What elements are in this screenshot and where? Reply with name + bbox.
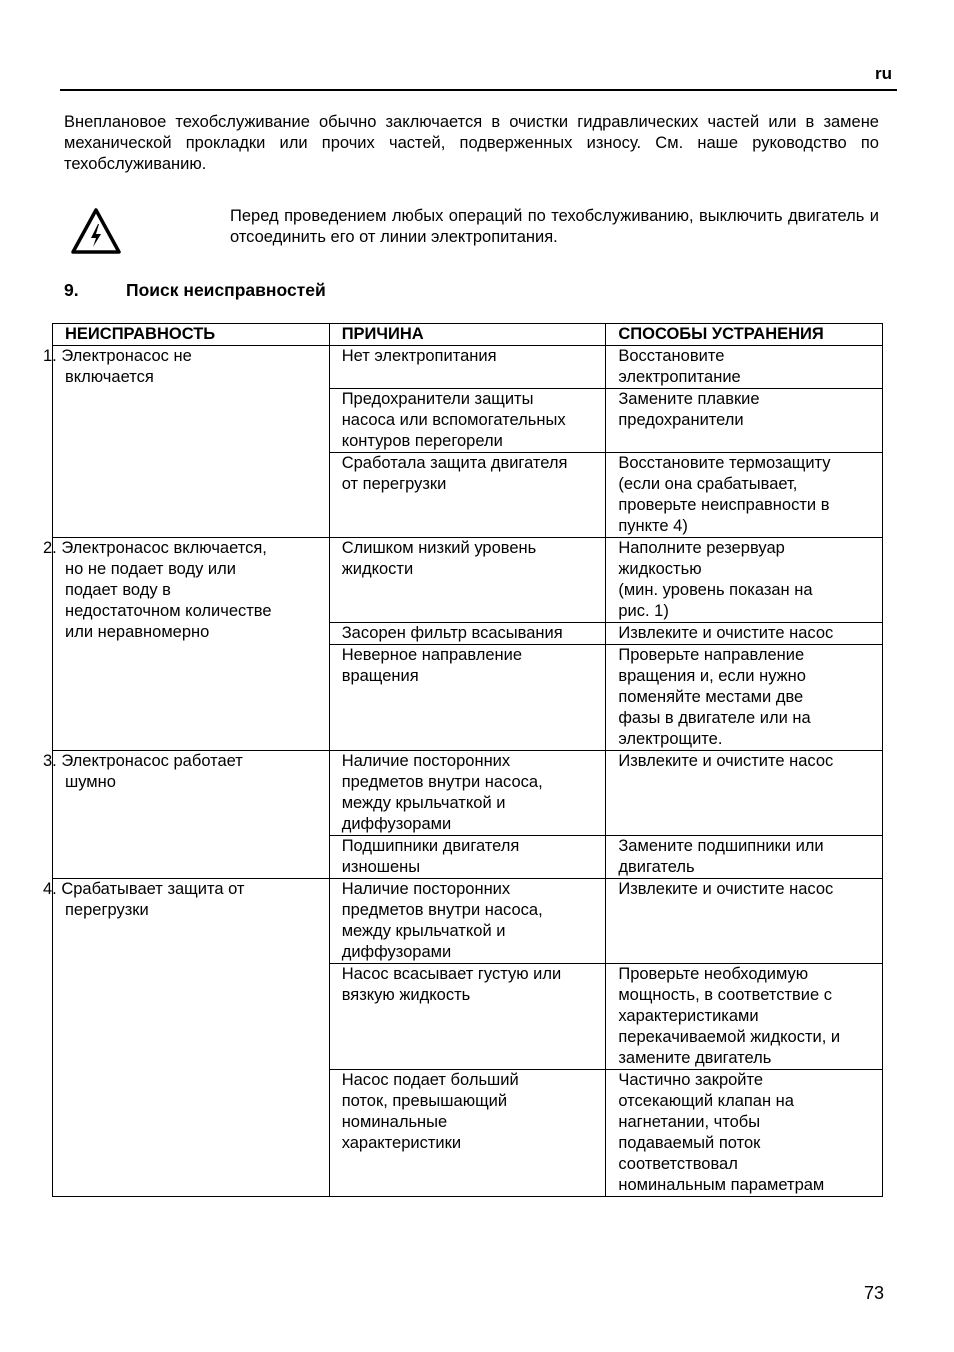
warning-text: Перед проведением любых операций по техобслуживанию, выключить двигатель и отсоединить его от линии электропитания. [230, 207, 879, 246]
column-header-fault: НЕИСПРАВНОСТЬ [53, 324, 330, 346]
electrical-hazard-icon [70, 207, 122, 255]
table-header-row [53, 324, 883, 346]
cause-cell: Сработала защита двигателя от перегрузки [329, 453, 606, 538]
cause-cell: Предохранители защиты насоса или вспомогательных контуров перегорели [329, 389, 606, 453]
intro-paragraph: Внеплановое техобслуживание обычно заключается в очистки гидравлических частей или в замене механической прокладки или прочих частей, подверженных износу. См. наше руководство по техобслуживанию. [64, 113, 879, 173]
remedy-cell: Извлеките и очистите насос [606, 879, 883, 964]
column-header-remedy: СПОСОБЫ УСТРАНЕНИЯ [606, 324, 883, 346]
fault-cell: 1. Электронасос не включается [53, 346, 330, 538]
cause-cell: Наличие посторонних предметов внутри насоса, между крыльчаткой и диффузорами [329, 879, 606, 964]
table-row [53, 879, 883, 964]
cause-cell: Засорен фильтр всасывания [329, 623, 606, 645]
cause-cell: Насос подает больший поток, превышающий номинальные характеристики [329, 1070, 606, 1197]
cause-cell: Насос всасывает густую или вязкую жидкость [329, 964, 606, 1070]
cause-cell: Подшипники двигателя изношены [329, 836, 606, 879]
table-row [53, 751, 883, 836]
section-heading [64, 280, 326, 301]
remedy-cell: Извлеките и очистите насос [606, 623, 883, 645]
remedy-cell: Восстановите термозащиту (если она срабатывает, проверьте неисправности в пункте 4) [606, 453, 883, 538]
cause-cell: Нет электропитания [329, 346, 606, 389]
troubleshooting-table [43, 323, 883, 1197]
remedy-cell: Восстановите электропитание [606, 346, 883, 389]
remedy-cell: Замените подшипники или двигатель [606, 836, 883, 879]
cause-cell: Неверное направление вращения [329, 645, 606, 751]
table-row [53, 538, 883, 623]
remedy-cell: Проверьте направление вращения и, если нужно поменяйте местами две фазы в двигателе или на электрощите. [606, 645, 883, 751]
remedy-cell: Извлеките и очистите насос [606, 751, 883, 836]
remedy-cell: Наполните резервуар жидкостью (мин. уровень показан на рис. 1) [606, 538, 883, 623]
cause-cell: Слишком низкий уровень жидкости [329, 538, 606, 623]
table-row [53, 346, 883, 389]
fault-cell: 3. Электронасос работает шумно [53, 751, 330, 879]
cause-cell: Наличие посторонних предметов внутри насоса, между крыльчаткой и диффузорами [329, 751, 606, 836]
remedy-cell: Замените плавкие предохранители [606, 389, 883, 453]
column-header-cause: ПРИЧИНА [329, 324, 606, 346]
remedy-cell: Частично закройте отсекающий клапан на нагнетании, чтобы подаваемый поток соответствовал номинальным параметрам [606, 1070, 883, 1197]
fault-cell: 2. Электронасос включается, но не подает воду или подает воду в недостаточном количестве или неравномерно [53, 538, 330, 751]
section-title: Поиск неисправностей [126, 280, 326, 300]
header-rule [60, 89, 897, 91]
fault-cell: 4. Срабатывает защита от перегрузки [53, 879, 330, 1197]
page-number: 73 [863, 1283, 884, 1303]
section-number: 9. [64, 280, 79, 300]
remedy-cell: Проверьте необходимую мощность, в соответствие с характеристиками перекачиваемой жидкости, и замените двигатель [606, 964, 883, 1070]
language-code: ru [875, 64, 892, 83]
